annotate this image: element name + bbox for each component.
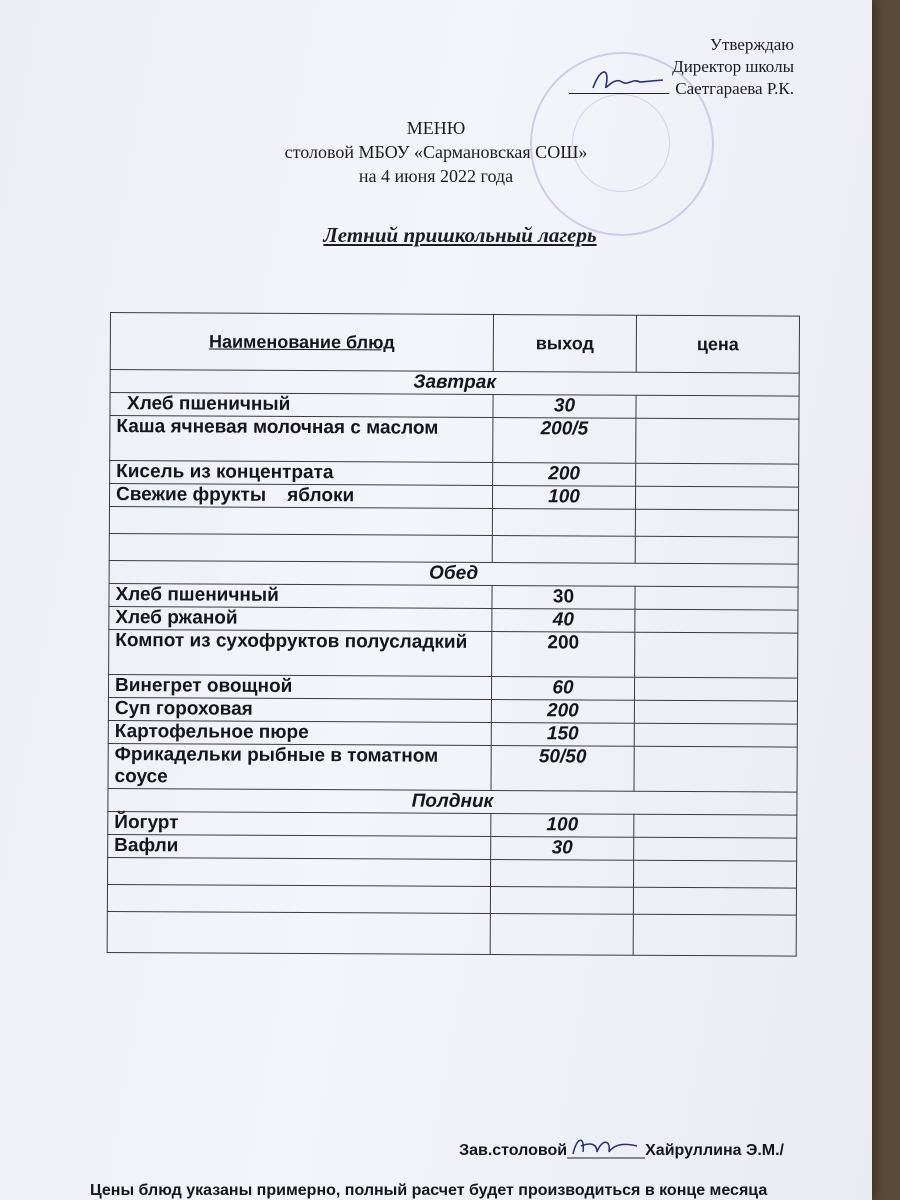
dish-name: Свежие фрукты яблоки [109, 484, 492, 509]
menu-date: на 4 июня 2022 года [358, 166, 514, 186]
section-lunch: Обед [109, 560, 798, 587]
dish-name: Винегрет овощной [108, 674, 491, 699]
dish-output: 200 [493, 463, 636, 487]
dish-name: Кисель из концентрата [110, 461, 493, 486]
dish-price [634, 677, 797, 701]
table-row [109, 606, 798, 633]
dish-price [634, 814, 797, 838]
table-row [109, 484, 798, 511]
dish-price [635, 486, 798, 510]
canteen-head-position: Зав.столовой [459, 1142, 568, 1159]
dish-output: 150 [491, 723, 634, 747]
canteen-head-name: Хайруллина Э.М./ [645, 1142, 784, 1159]
dish-name: Йогурт [108, 811, 491, 836]
dish-price [635, 632, 798, 678]
canteen-head-signature-block [459, 1140, 784, 1160]
dish-output: 60 [491, 677, 634, 701]
dish-price [636, 418, 799, 464]
signature-line [569, 79, 669, 94]
dish-name: Хлеб пшеничный [110, 393, 493, 418]
table-row [110, 416, 799, 465]
table-row [110, 393, 799, 420]
dish-price [636, 395, 799, 419]
dish-price [634, 746, 797, 792]
dish-output: 40 [492, 609, 635, 633]
dish-output: 200/5 [493, 418, 636, 464]
approval-title: Утверждаю [709, 35, 794, 54]
empty-row [107, 884, 796, 915]
approval-position: Директор школы [672, 57, 794, 76]
dish-price [634, 723, 797, 747]
column-header-output: выход [493, 315, 636, 373]
section-breakfast: Завтрак [110, 370, 799, 397]
table-row [108, 720, 797, 747]
camp-subtitle: Летний пришкольный лагерь [323, 223, 597, 247]
empty-row [109, 506, 798, 537]
table-row [109, 629, 798, 678]
approval-block [569, 34, 794, 100]
table-row [110, 461, 799, 488]
empty-row [107, 911, 796, 956]
dish-price [635, 586, 798, 610]
dish-price [636, 463, 799, 487]
dish-name: Вафли [108, 834, 491, 859]
empty-row [108, 857, 797, 888]
dish-output: 30 [492, 586, 635, 610]
empty-row [109, 533, 798, 564]
table-row [109, 583, 798, 610]
canteen-name: столовой МБОУ «Сармановская СОШ» [284, 142, 588, 162]
column-header-dish: Наименование блюд [110, 313, 493, 372]
dish-name: Картофельное пюре [108, 720, 491, 745]
dish-output: 200 [491, 700, 634, 724]
dish-price [635, 609, 798, 633]
dish-name: Фрикадельки рыбные в томатном соусе [108, 743, 491, 790]
table-row [108, 697, 797, 724]
table-row [108, 743, 797, 792]
dish-name: Хлеб пшеничный [109, 583, 492, 608]
dish-output: 30 [491, 837, 634, 861]
canteen-head-signature [567, 1140, 645, 1160]
dish-output: 30 [493, 395, 636, 419]
document-title: МЕНЮ [406, 118, 466, 138]
menu-table [107, 312, 800, 957]
price-note: Цены блюд указаны примерно, полный расчет будет производиться в конце месяца [90, 1182, 768, 1199]
table-row [108, 674, 797, 701]
dish-output: 100 [491, 814, 634, 838]
dish-output: 200 [492, 632, 635, 678]
dish-name: Компот из сухофруктов полусладкий [109, 629, 492, 676]
dish-name: Хлеб ржаной [109, 606, 492, 631]
dish-name: Каша ячневая молочная с маслом [110, 416, 493, 463]
dish-output: 50/50 [491, 746, 634, 792]
section-snack: Полдник [108, 788, 797, 815]
dish-name: Суп гороховая [108, 697, 491, 722]
dish-output: 100 [492, 486, 635, 510]
dish-price [634, 700, 797, 724]
approval-name: Саетгараева Р.К. [675, 79, 794, 98]
column-header-price: цена [636, 315, 799, 373]
dish-price [634, 837, 797, 861]
